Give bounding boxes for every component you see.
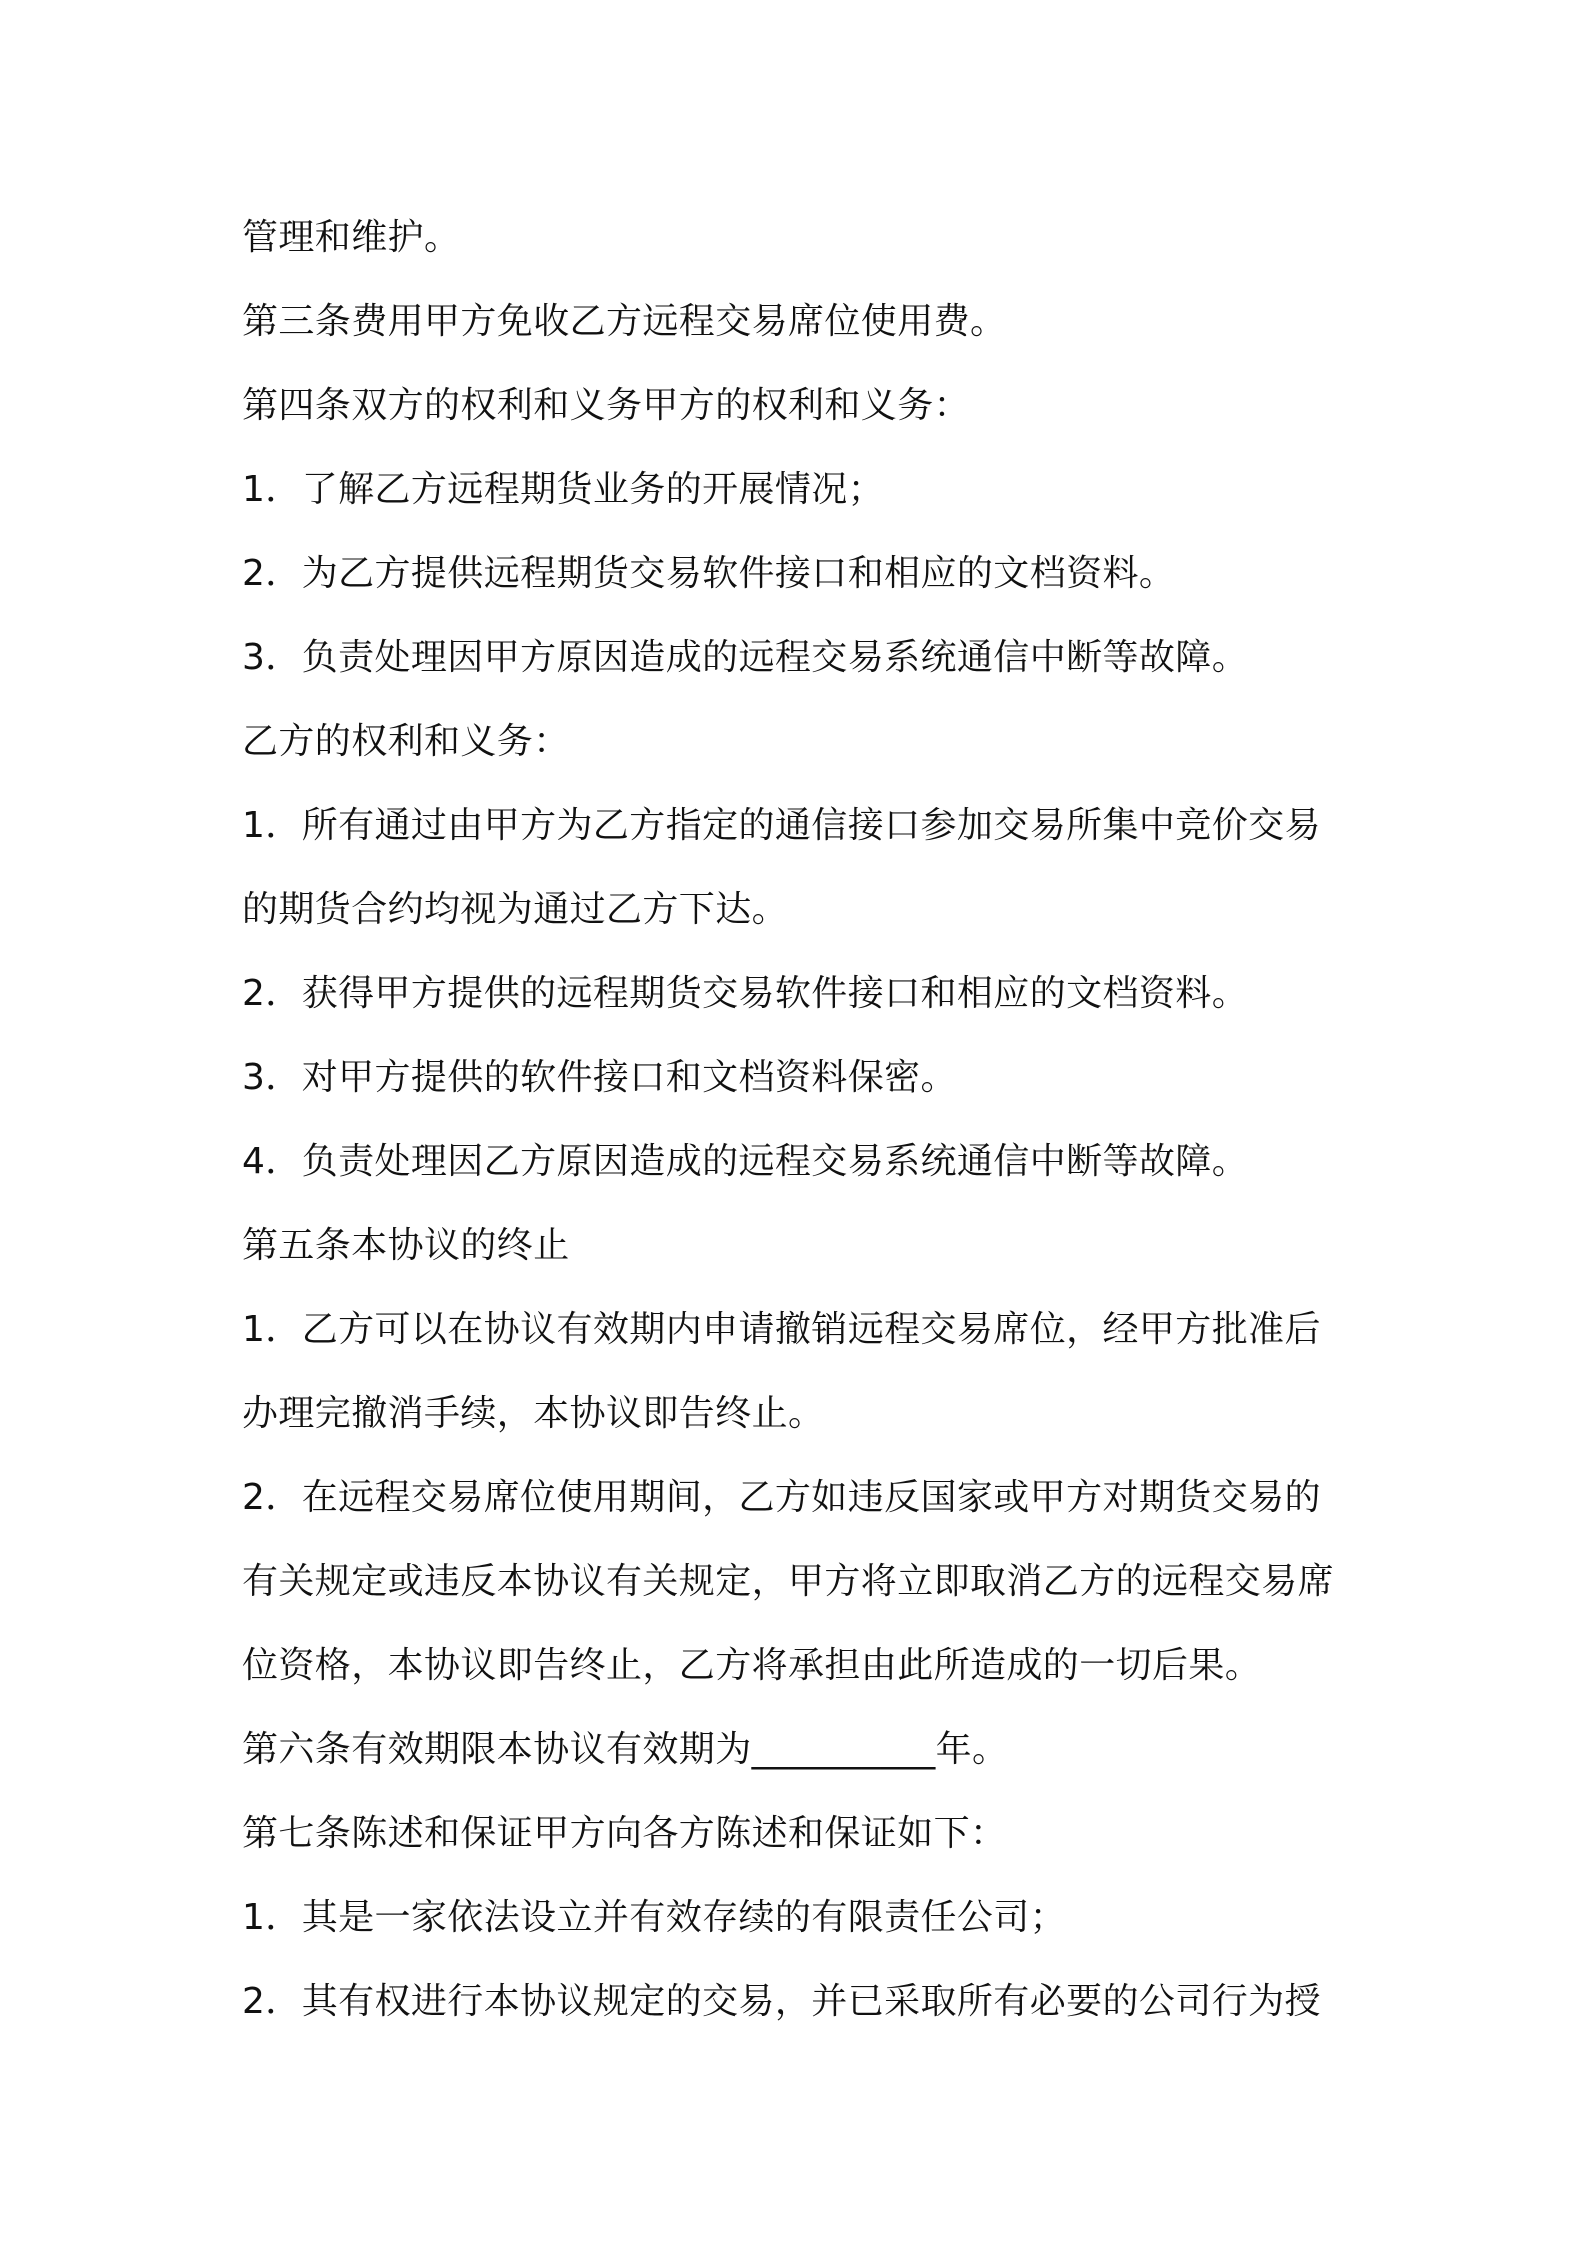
- text-line: 管理和维护。: [242, 217, 461, 258]
- list-item: 3．对甲方提供的软件接口和文档资料保密。: [242, 1057, 957, 1098]
- list-item: 1．其是一家依法设立并有效存续的有限责任公司；: [242, 1897, 1067, 1938]
- list-item-continuation: 有关规定或违反本协议有关规定，甲方将立即取消乙方的远程交易席: [242, 1561, 1335, 1602]
- list-item: 1．了解乙方远程期货业务的开展情况；: [242, 469, 885, 510]
- list-item: 2．获得甲方提供的远程期货交易软件接口和相应的文档资料。: [242, 973, 1249, 1014]
- list-item-continuation: 位资格，本协议即告终止，乙方将承担由此所造成的一切后果。: [242, 1645, 1262, 1686]
- list-item-continuation: 办理完撤消手续，本协议即告终止。: [242, 1393, 825, 1434]
- list-item: 1．乙方可以在协议有效期内申请撤销远程交易席位，经甲方批准后: [242, 1309, 1321, 1350]
- article-3-heading: 第三条费用甲方免收乙方远程交易席位使用费。: [242, 301, 1007, 342]
- article-7-heading: 第七条陈述和保证甲方向各方陈述和保证如下：: [242, 1813, 1007, 1854]
- list-item-continuation: 的期货合约均视为通过乙方下达。: [242, 889, 789, 930]
- list-item: 3．负责处理因甲方原因造成的远程交易系统通信中断等故障。: [242, 637, 1249, 678]
- list-item: 2．其有权进行本协议规定的交易，并已采取所有必要的公司行为授: [242, 1981, 1321, 2022]
- list-item: 2．在远程交易席位使用期间，乙方如违反国家或甲方对期货交易的: [242, 1477, 1321, 1518]
- article-5-heading: 第五条本协议的终止: [242, 1225, 570, 1266]
- party-b-rights-heading: 乙方的权利和义务：: [242, 721, 570, 762]
- list-item: 2．为乙方提供远程期货交易软件接口和相应的文档资料。: [242, 553, 1176, 594]
- article-4-heading: 第四条双方的权利和义务甲方的权利和义务：: [242, 385, 971, 426]
- list-item: 1．所有通过由甲方为乙方指定的通信接口参加交易所集中竞价交易: [242, 805, 1321, 846]
- document-body: [242, 196, 1362, 2044]
- list-item: 4．负责处理因乙方原因造成的远程交易系统通信中断等故障。: [242, 1141, 1249, 1182]
- article-6-heading: 第六条有效期限本协议有效期为__________年。: [242, 1729, 1009, 1770]
